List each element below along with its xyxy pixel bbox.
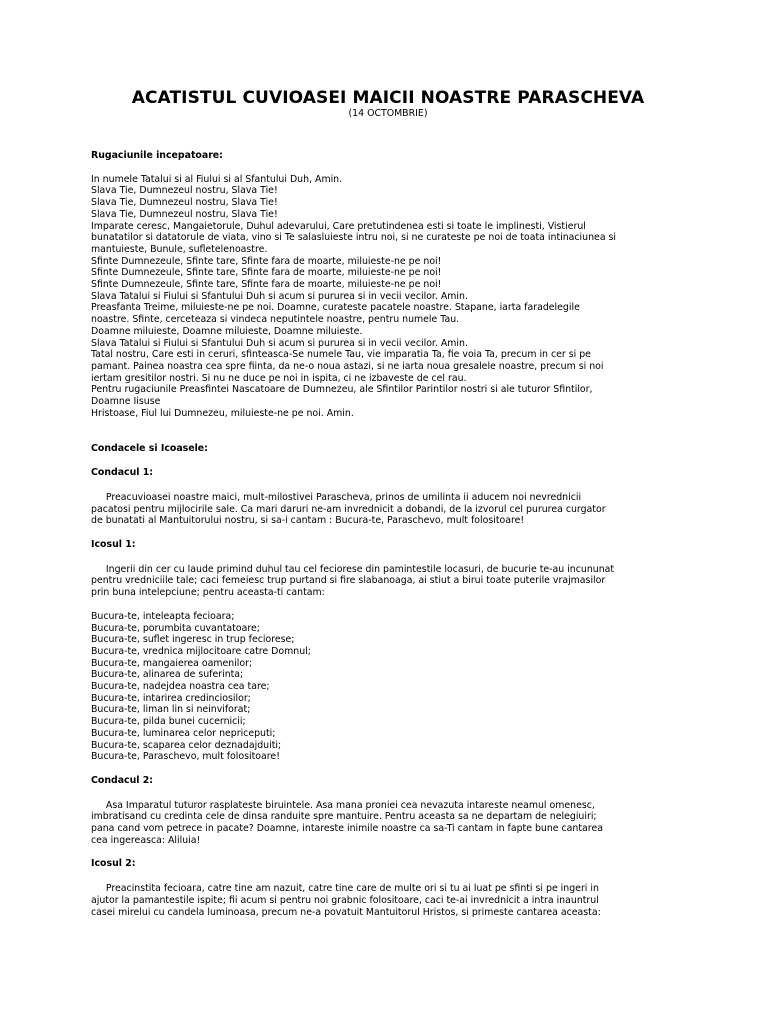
text-line: Bucura-te, alinarea de suferinta; <box>91 669 244 681</box>
condac1-text <box>91 492 708 527</box>
text-line: Sfinte Dumnezeule, Sfinte tare, Sfinte fara de moarte, miluieste-ne pe noi! <box>91 255 442 267</box>
text-line: Slava Tie, Dumnezeul nostru, Slava Tie! <box>91 197 278 209</box>
condacele-heading: Condacele si Icoasele: <box>91 443 208 455</box>
text-line: Bucura-te, pilda bunei cucernicii; <box>91 716 246 728</box>
condac2-heading: Condacul 2: <box>91 774 154 786</box>
text-line: iertam gresitilor nostri. Si nu ne duce pe noi in ispita, ci ne izbaveste de cel rau. <box>91 372 467 384</box>
text-line: Bucura-te, luminarea celor nepriceputi; <box>91 727 276 739</box>
text-line: Bucura-te, liman lin si neinviforat; <box>91 704 251 716</box>
text-line: Imparate ceresc, Mangaietorule, Duhul adevarului, Care pretutindenea esti si toate le implinesti, Vistierul <box>91 220 586 232</box>
text-line: pacatosi pentru mijlocirile sale. Ca mari daruri ne-am invrednicit a dobandi, de la izvorul cel pururea curgator <box>91 503 606 515</box>
text-line: noastre. Sfinte, cerceteaza si vindeca neputintele noastre, pentru numele Tau. <box>91 314 460 326</box>
text-line: prin buna intelepciune; pentru aceasta-ti cantam: <box>91 587 325 599</box>
text-line: Bucura-te, inteleapta fecioara; <box>91 610 235 622</box>
text-line: Pentru rugaciunile Preasfintei Nascatoare de Dumnezeu, ale Sfintilor Parintilor nostri si ale tuturor Sfintilor, <box>91 384 593 396</box>
text-line: Preacuvioasei noastre maici, mult-milostivei Parascheva, prinos de umilinta ii aducem noi nevrednicii <box>91 491 582 503</box>
document-title: ACATISTUL CUVIOASEI MAICII NOASTRE PARASCHEVA <box>131 88 645 108</box>
text-line: Sfinte Dumnezeule, Sfinte tare, Sfinte fara de moarte, miluieste-ne pe noi! <box>91 279 442 291</box>
text-line: Bucura-te, suflet ingeresc in trup feciorese; <box>91 634 295 646</box>
text-line: Sfinte Dumnezeule, Sfinte tare, Sfinte fara de moarte, miluieste-ne pe noi! <box>91 267 442 279</box>
text-line: Bucura-te, mangaierea oamenilor; <box>91 657 253 669</box>
text-line: Bucura-te, vrednica mijlocitoare catre Domnul; <box>91 645 311 657</box>
text-line: Tatal nostru, Care esti in ceruri, sfinteasca-Se numele Tau, vie imparatia Ta, fie voia Ta, precum in cer si pe <box>91 349 591 361</box>
text-line: ajutor la pamantestile ispite; fii acum si pentru noi grabnic folositoare, caci te-ai invrednicit a intra inauntrul <box>91 894 599 906</box>
text-line: Bucura-te, Paraschevo, mult folositoare! <box>91 751 280 763</box>
text-line: pana cand vom petrece in pacate? Doamne, intareste inimile noastre ca sa-Ti cantam in fapte bune cantarea <box>91 823 603 835</box>
prayers-heading: Rugaciunile incepatoare: <box>91 150 223 161</box>
text-line: Slava Tie, Dumnezeul nostru, Slava Tie! <box>91 185 278 197</box>
text-line: Slava Tatalui si Fiului si Sfantului Duh si acum si pururea si in vecii vecilor. Amin. <box>91 290 468 302</box>
text-line: pentru vredniciile tale; caci femeiesc trup purtand si fire slabanoaga, ai stiut a birui toate puterile vrajmasilor <box>91 575 606 587</box>
text-line: pamant. Painea noastra cea spre fiinta, da ne-o noua astazi, si ne iarta noua gresalele noastre, precum si noi <box>91 360 604 372</box>
icos1-text <box>91 564 708 599</box>
text-line: Doamne Iisuse <box>91 396 161 408</box>
text-line: Slava Tie, Dumnezeul nostru, Slava Tie! <box>91 208 278 220</box>
text-line: In numele Tatalui si al Fiului si al Sfantului Duh, Amin. <box>91 173 343 185</box>
text-line: Bucura-te, nadejdea noastra cea tare; <box>91 681 270 693</box>
text-line: Hristoase, Fiul lui Dumnezeu, miluieste-ne pe noi. Amin. <box>91 407 354 419</box>
text-line: de bunatati al Mantuitorului nostru, si sa-i cantam : Bucura-te, Paraschevo, mult folositoare! <box>91 515 525 527</box>
text-line: Slava Tatalui si Fiului si Sfantului Duh si acum si pururea si in vecii vecilor. Amin. <box>91 337 468 349</box>
text-line: Preacinstita fecioara, catre tine am nazuit, catre tine care de multe ori si tu ai luat pe sfinti si pe ingeri in <box>91 883 599 895</box>
icos1-heading: Icosul 1: <box>91 538 136 550</box>
text-line: Doamne miluieste, Doamne miluieste, Doamne miluieste. <box>91 325 363 337</box>
text-line: mantuieste, Bunule, sufletelenoastre. <box>91 243 268 255</box>
text-line: cea ingereasca: Aliluia! <box>91 834 201 846</box>
text-line: Bucura-te, scaparea celor deznadajduiti; <box>91 739 282 751</box>
text-line: imbratisand cu credinta cele de dinsa randuite spre mantuire. Pentru aceasta sa ne departam de nelegiuiri; <box>91 811 597 823</box>
prayers-block <box>91 174 708 420</box>
icos2-text <box>91 883 708 918</box>
text-line: Preasfanta Treime, miluieste-ne pe noi. Doamne, curateste pacatele noastre. Stapane, iarta faradelegile <box>91 302 580 314</box>
text-line: bunatatilor si datatorule de viata, vino si Te salasluieste intru noi, si ne curateste pe noi de toata intinaciunea si <box>91 232 617 244</box>
bucura-list <box>91 611 708 763</box>
condac2-text <box>91 800 708 847</box>
document-subtitle: (14 OCTOMBRIE) <box>348 108 428 119</box>
text-line: casei mirelui cu candela luminoasa, precum ne-a povatuit Mantuitorul Hristos, si primeste cantarea aceasta: <box>91 906 601 918</box>
condac1-heading: Condacul 1: <box>91 467 154 479</box>
icos2-heading: Icosul 2: <box>91 858 136 870</box>
text-line: Asa Imparatul tuturor rasplateste biruintele. Asa mana proniei cea nevazuta intareste neamul omenesc, <box>91 799 595 811</box>
text-line: Bucura-te, porumbita cuvantatoare; <box>91 622 260 634</box>
text-line: Bucura-te, intarirea credinciosilor; <box>91 692 251 704</box>
text-line: Ingerii din cer cu laude primind duhul tau cel feciorese din pamintestile locasuri, de bucurie te-au incununat <box>91 563 615 575</box>
